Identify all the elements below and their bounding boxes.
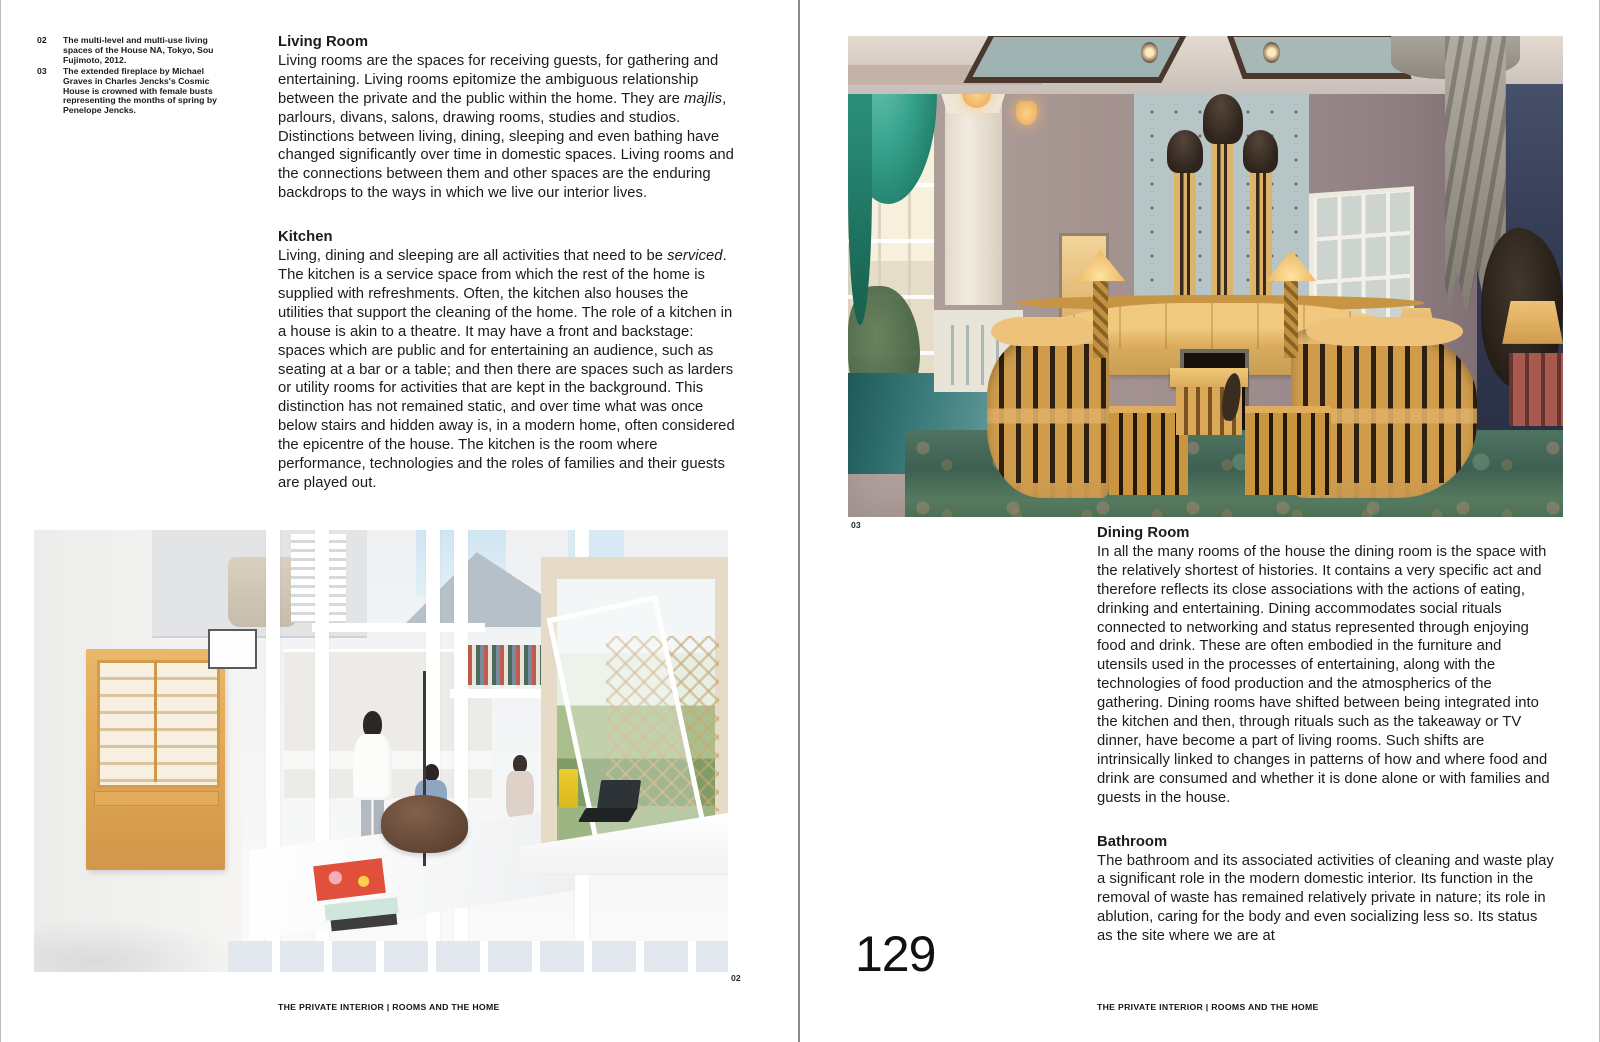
slatted-sofa-wall-left [987,329,1109,497]
glass-floor-panels [228,941,728,972]
right-text-column [1097,524,1554,946]
body-kitchen: Living, dining and sleeping are all activities that need to be serviced. The kitchen is a service space from which the rest of the home is supplied with refreshments. Often, the kitchen also houses the utilities that support the cleaning of the home. The role of a kitchen in a house is akin to a theatre. It may have a front and backstage: spaces which are public and for entertaining an audience, such as seating at a bar or a table; and then there are spaces such as larders or utility rooms for activities that are kept in the background. This distinction has not remained static, and over time what was once below stairs and hidden away is, in a modern home, often considered the epicentre of the house. The kitchen is the room where performance, technologies and the roles of families and their guests are played out. [278,248,735,491]
person-torso [353,734,393,801]
bronze-bust [1167,130,1203,173]
framed-picture [208,629,257,668]
cabinet-glass-doors [97,660,220,788]
laptop-keyboard [578,808,637,822]
section-dining-room [1097,524,1554,808]
wooden-display-cabinet [86,649,225,870]
margin-captions [37,36,217,117]
pillar-uplight [1016,101,1037,125]
body-dining-room: In all the many rooms of the house the dining room is the space with the relatively shortest of histories. It contains a very specific act and therefore reflects its close associations with the actions of eating, drinking and entertaining. Dining accommodates social rituals connected to networking and status represented through enjoying food and drink. These are often embodied in the furniture and utensils used in the processes of entertaining, along with the technologies of food production and the atmospherics of the gathering. Dining rooms have shifted between being integrated into the kitchen and then, through rituals such as the takeaway or TV dinner, have become a part of living rooms. Such shifts are intrinsically linked to changes in patterns of how and where food and drink are consumed and whether it is done alone or with families and guests in the house. [1097,543,1550,806]
page-number: 129 [855,926,936,982]
left-text-column [278,33,736,493]
ceiling-spotlight [1141,42,1158,63]
body-living-room: Living rooms are the spaces for receiving guests, for gathering and entertaining. Living rooms epitomize the ambiguous relationship between the private and the public within the home. They are majlis, parlours, divans, salons, drawing rooms, studies and studios. Distinctions between living, dining, sleeping and even bathing have changed significantly over time in domestic spaces. Living rooms and the connections between them and other spaces are the enduring backdrops to the ways in which we live our interior lives. [278,52,734,202]
yellow-bin [559,769,578,809]
caption-text: The multi-level and multi-use living spaces of the House NA, Tokyo, Sou Fujimoto, 2012. [63,35,214,65]
body-bathroom: The bathroom and its associated activities of cleaning and waste play a significant role in the modern domestic interior. Its function in the removal of waste has remained relatively private in nature; its role in ablution, caring for the body and even socializing less so. Its status as the site where we are at [1097,852,1554,945]
cabinet-drawer [94,791,218,806]
photo-number-label: 03 [851,520,861,530]
person-torso [506,771,534,819]
running-footer-right: THE PRIVATE INTERIOR | ROOMS AND THE HOME [1097,1002,1319,1012]
section-living-room [278,33,736,203]
ceiling-coffer [1225,36,1412,79]
hanging-clothes [228,557,297,628]
person-head [513,755,527,772]
section-bathroom [1097,833,1554,946]
bookshelf-books [464,645,547,685]
caption-note-03 [37,67,217,117]
white-shelf [312,623,486,632]
ceiling-spotlight [1263,42,1280,63]
lamp-post [1284,281,1298,358]
caption-note-02 [37,36,217,66]
section-kitchen [278,228,736,493]
sofa-cushion [991,317,1098,346]
photo-house-na [34,530,728,972]
bronze-bust [1203,94,1243,145]
cream-pillar [945,84,1002,305]
caption-text: The extended fireplace by Michael Graves in Charles Jencks's Cosmic House is crowned with female busts representing the months of spring by Penelope Jencks. [63,65,217,116]
heading-dining-room: Dining Room [1097,525,1190,541]
heading-living-room: Living Room [278,34,369,50]
heading-kitchen: Kitchen [278,229,333,246]
wooden-bench [1245,406,1331,495]
lamp-post [1093,281,1107,358]
photo-cosmic-house [848,36,1563,517]
sofa-cushion [1306,317,1463,346]
bronze-bust [1243,130,1279,173]
page-gutter-divider [798,0,800,1042]
laptop-screen [597,780,641,810]
laptop [582,780,648,829]
photo-number-label: 02 [731,973,741,983]
cabinet-door-divider [154,660,157,782]
running-footer-left: THE PRIVATE INTERIOR | ROOMS AND THE HOME [278,1002,500,1012]
leather-bag [381,795,468,852]
red-cabinet [1509,353,1563,425]
floor-shadow [34,919,242,972]
caption-number: 03 [37,65,47,76]
table-lamp-shade [1502,301,1563,344]
heading-bathroom: Bathroom [1097,833,1168,850]
caption-number: 02 [37,35,47,45]
seated-person [502,755,537,821]
